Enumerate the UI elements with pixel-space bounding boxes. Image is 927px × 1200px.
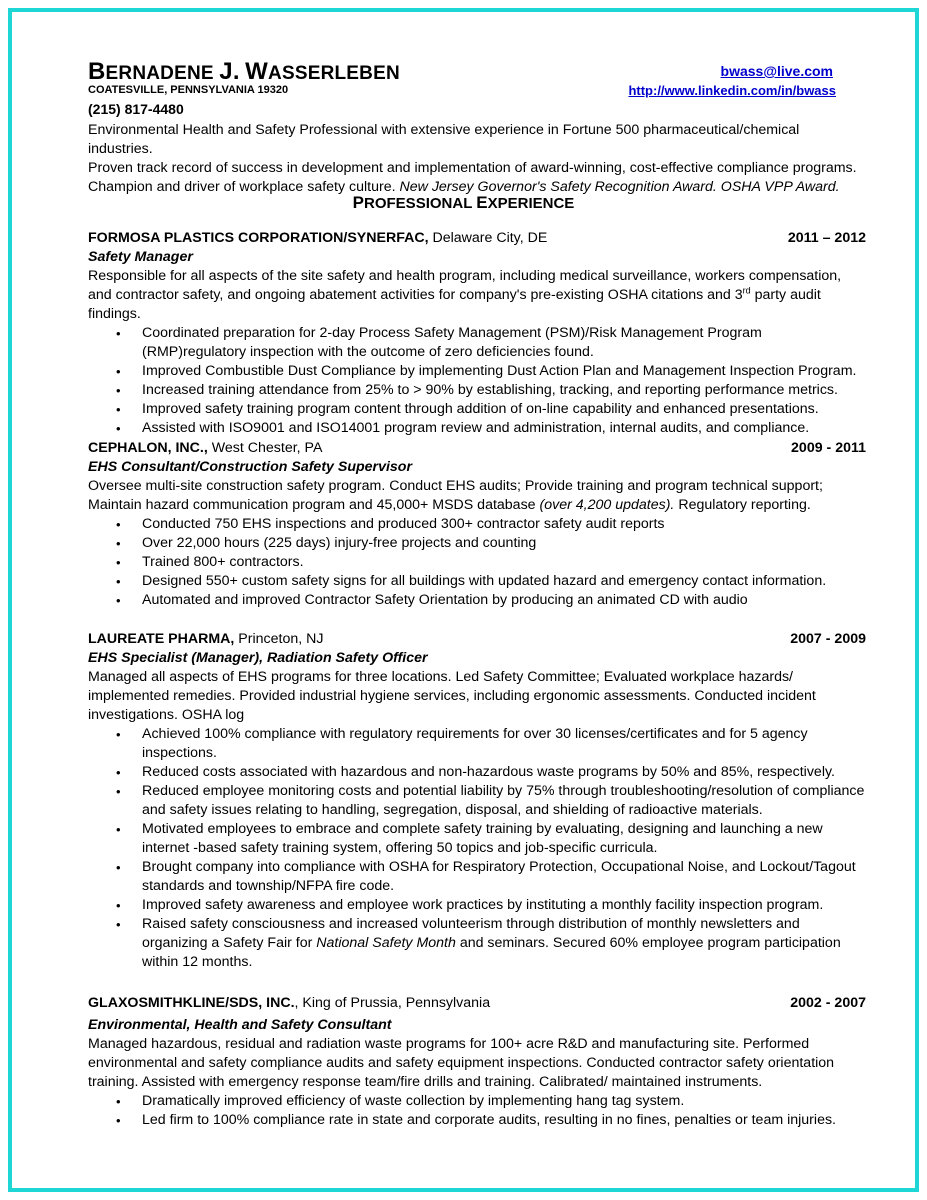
job-header (88, 229, 866, 248)
list-item: • Conducted 750 EHS inspections and produced 300+ contractor safety audit reports (116, 516, 665, 532)
list-item: • Improved safety training program content through addition of on-line capability and enhanced presentations. (116, 401, 819, 417)
linkedin-link[interactable]: http://www.linkedin.com/in/bwass (628, 83, 836, 98)
phone-number: (215) 817-4480 (88, 101, 184, 117)
job-years: 2007 - 2009 (790, 631, 866, 647)
job-header (88, 439, 866, 458)
job-title: EHS Consultant/Construction Safety Supervisor (88, 459, 412, 475)
job-title: Safety Manager (88, 249, 193, 265)
email-link[interactable]: bwass@live.com (720, 63, 833, 79)
address: COATESVILLE, PENNSYLVANIA 19320 (88, 84, 289, 96)
section-heading-experience: PROFESSIONAL EXPERIENCE (352, 193, 575, 212)
list-item: • Trained 800+ contractors. (116, 554, 304, 570)
list-item: • Reduced costs associated with hazardous and non-hazardous waste programs by 50% and 85%, respectively. (116, 764, 835, 780)
job-description: Managed all aspects of EHS programs for three locations. Led Safety Committee; Evaluated workplace hazards/ implemented remedies. Provided industrial hygiene services, including ergonomic assessments. Conducted incident investigations. OSHA log (88, 669, 816, 723)
list-item: • Over 22,000 hours (225 days) injury-free projects and counting (116, 535, 537, 551)
job-title: Environmental, Health and Safety Consultant (88, 1017, 392, 1033)
list-item: • Automated and improved Contractor Safety Orientation by producing an animated CD with audio (116, 592, 748, 608)
job-years: 2002 - 2007 (790, 995, 866, 1011)
job-entry (88, 229, 866, 438)
list-item: • Achieved 100% compliance with regulatory requirements for over 30 licenses/certificates and for 5 agency inspections. (116, 726, 808, 761)
job-title: EHS Specialist (Manager), Radiation Safety Officer (88, 650, 428, 666)
list-item: • Coordinated preparation for 2-day Process Safety Management (PSM)/Risk Management Program (RMP)regulatory inspection with the outcome of zero deficiencies found. (116, 325, 762, 360)
list-item: • Motivated employees to embrace and complete safety training by evaluating, designing and launching a new internet -based safety training system, offering 50 topics and job-specific curricula. (116, 821, 823, 856)
list-item: • Improved Combustible Dust Compliance by implementing Dust Action Plan and Management Inspection Program. (116, 363, 857, 379)
job-description: Managed hazardous, residual and radiation waste programs for 100+ acre R&D and manufacturing site. Performed environmental and safety compliance audits and safety equipment inspections. Conducted contractor safety orientation training. Assisted with emergency response team/fire drills and training. Calibrated/ maintained instruments. (88, 1036, 835, 1090)
job-entry (88, 439, 866, 610)
list-item: • Designed 550+ custom safety signs for all buildings with updated hazard and emergency contact information. (116, 573, 827, 589)
job-bullets (88, 1092, 866, 1130)
company-location: West Chester, PA (207, 440, 323, 456)
company-name: CEPHALON, INC., (88, 440, 208, 456)
company-location: Delaware City, DE (428, 230, 548, 246)
list-item: • Dramatically improved efficiency of waste collection by implementing hang tag system. (116, 1093, 685, 1109)
company-name: LAUREATE PHARMA, (88, 631, 235, 647)
list-item: • Increased training attendance from 25% to > 90% by establishing, tracking, and reporting performance metrics. (116, 382, 838, 398)
company-name: FORMOSA PLASTICS CORPORATION/SYNERFAC, (88, 230, 429, 246)
job-years: 2011 – 2012 (787, 230, 866, 246)
summary-line: Proven track record of success in development and implementation of award-winning, cost-effective compliance programs. (88, 160, 857, 176)
list-item: • Assisted with ISO9001 and ISO14001 program review and administration, internal audits, and compliance. (116, 420, 810, 436)
company-location: Princeton, NJ (234, 631, 324, 647)
job-description: Responsible for all aspects of the site safety and health program, including medical surveillance, workers compensation, and contractor safety, and ongoing abatement activities for company's pre-existing OSHA citations and 3rd party audit findings. (88, 268, 842, 322)
job-description: Oversee multi-site construction safety program. Conduct EHS audits; Provide training and program technical support; Maintain hazard communication program and 45,000+ MSDS database (over 4,200 updates). Regulatory reporting. (88, 478, 823, 513)
job-entry (88, 630, 866, 972)
job-header (88, 994, 866, 1013)
job-bullets (88, 324, 866, 438)
job-years: 2009 - 2011 (791, 440, 866, 456)
company-location: , King of Prussia, Pennsylvania (294, 995, 491, 1011)
job-bullets (88, 515, 866, 610)
summary-line: Environmental Health and Safety Professional with extensive experience in Fortune 500 pharmaceutical/chemical industries. (88, 122, 800, 157)
summary-line: Champion and driver of workplace safety culture. New Jersey Governor's Safety Recognition Award. OSHA VPP Award. (88, 179, 840, 195)
job-header (88, 630, 866, 649)
job-entry (88, 994, 866, 1130)
list-item: • Led firm to 100% compliance rate in state and corporate audits, resulting in no fines, penalties or team injuries. (116, 1112, 836, 1128)
list-item: • Raised safety consciousness and increased volunteerism through distribution of monthly newsletters and organizing a Safety Fair for National Safety Month and seminars. Secured 60% employee program participation within 12 months. (116, 916, 841, 970)
company-name: GLAXOSMITHKLINE/SDS, INC. (88, 995, 295, 1011)
candidate-name: BERNADENE J. WASSERLEBEN (88, 58, 400, 85)
list-item: • Improved safety awareness and employee work practices by instituting a monthly facility inspection program. (116, 897, 824, 913)
list-item: • Brought company into compliance with OSHA for Respiratory Protection, Occupational Noise, and Lockout/Tagout standards and township/NFPA fire code. (116, 859, 856, 894)
job-bullets (88, 725, 866, 972)
professional-summary (88, 121, 858, 197)
list-item: • Reduced employee monitoring costs and potential liability by 75% through troubleshooting/resolution of compliance and safety issues relating to handling, segregation, disposal, and shielding of radioactive materials. (116, 783, 865, 818)
